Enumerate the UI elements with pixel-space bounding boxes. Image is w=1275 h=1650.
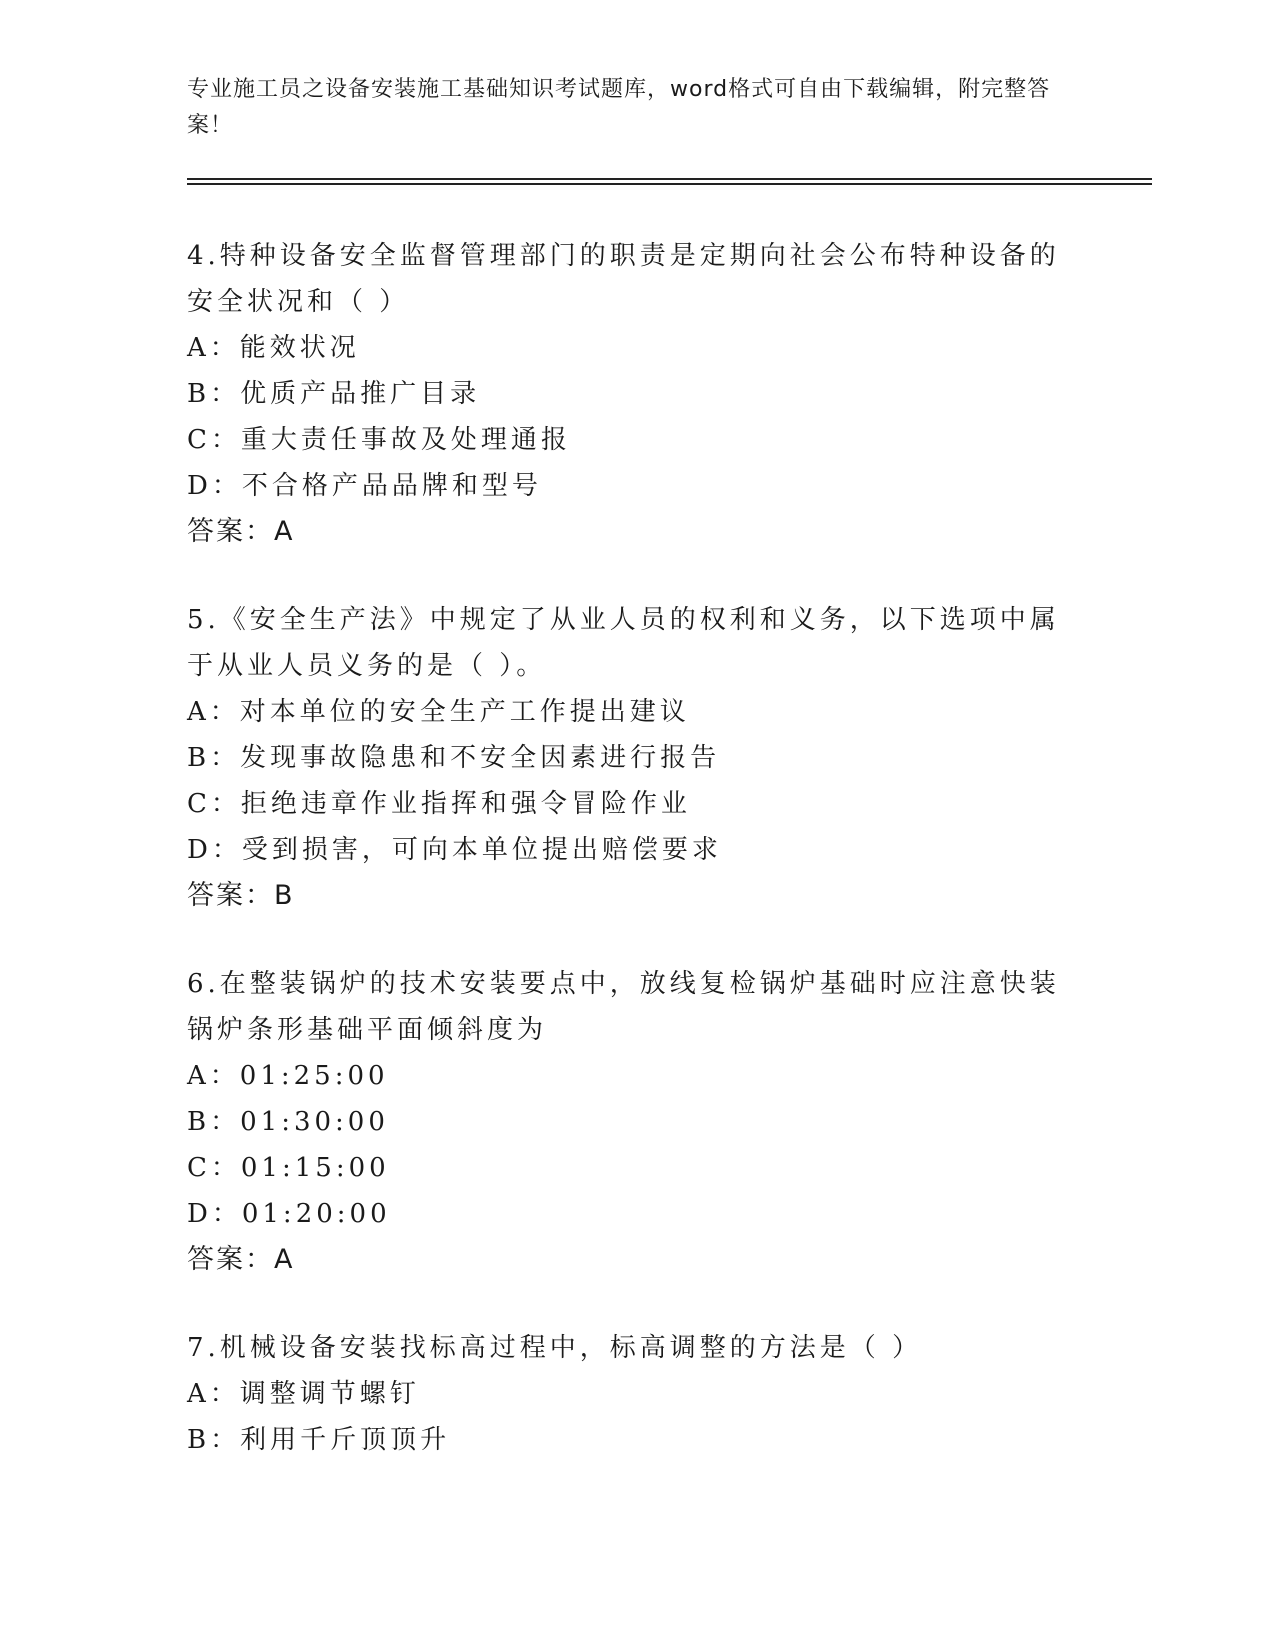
option-a: A：01:25:00 [187, 1061, 389, 1091]
question-5 [187, 597, 1067, 919]
option-b: B：优质产品推广目录 [187, 379, 481, 409]
question-stem: 7.机械设备安装找标高过程中，标高调整的方法是（ ） [187, 1333, 923, 1363]
option-c: C：拒绝违章作业指挥和强令冒险作业 [187, 789, 691, 819]
document-header: 专业施工员之设备安装施工基础知识考试题库，word格式可自由下载编辑，附完整答案！ [187, 77, 1051, 138]
question-4 [187, 233, 1067, 555]
answer: 答案：A [187, 516, 295, 547]
option-d: D：不合格产品品牌和型号 [187, 471, 542, 501]
option-b: B：发现事故隐患和不安全因素进行报告 [187, 743, 721, 773]
option-c: C：01:15:00 [187, 1153, 390, 1183]
question-stem: 5.《安全生产法》中规定了从业人员的权利和义务，以下选项中属于从业人员义务的是（ ）。 [187, 605, 1060, 681]
header-divider-top [187, 178, 1152, 180]
option-d: D：01:20:00 [187, 1199, 391, 1229]
option-a: A：对本单位的安全生产工作提出建议 [187, 697, 690, 727]
question-stem: 4.特种设备安全监督管理部门的职责是定期向社会公布特种设备的安全状况和（ ） [187, 241, 1060, 317]
question-7 [187, 1325, 1067, 1463]
question-stem: 6.在整装锅炉的技术安装要点中，放线复检锅炉基础时应注意快装锅炉条形基础平面倾斜度为 [187, 969, 1060, 1045]
option-d: D：受到损害，可向本单位提出赔偿要求 [187, 835, 722, 865]
option-b: B：01:30:00 [187, 1107, 389, 1137]
option-a: A：能效状况 [187, 333, 360, 363]
answer: 答案：A [187, 1244, 295, 1275]
header-divider-bottom [187, 183, 1152, 185]
option-c: C：重大责任事故及处理通报 [187, 425, 571, 455]
option-b: B：利用千斤顶顶升 [187, 1425, 451, 1455]
answer: 答案：B [187, 880, 295, 911]
option-a: A：调整调节螺钉 [187, 1379, 420, 1409]
question-6 [187, 961, 1067, 1283]
